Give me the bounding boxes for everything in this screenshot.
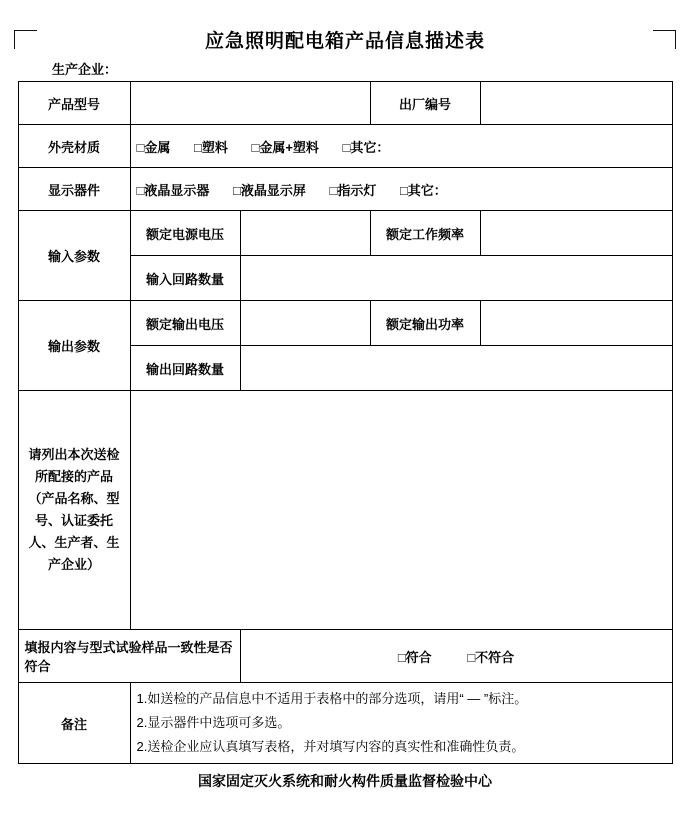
checkbox-shell-metal[interactable]: □金属 — [136, 139, 171, 155]
remarks-label: 备注 — [18, 683, 130, 764]
connected-products-value[interactable] — [130, 391, 672, 630]
table-row-output-voltage — [18, 301, 672, 346]
table-row-consistency — [18, 630, 672, 683]
remarks-content — [130, 683, 672, 764]
output-rated-voltage-value[interactable] — [240, 301, 370, 346]
checkbox-display-other[interactable]: □其它： — [399, 182, 447, 198]
output-rated-power-value[interactable] — [480, 301, 672, 346]
document-page — [0, 26, 690, 823]
output-loop-count-value[interactable] — [240, 346, 672, 391]
output-loop-count-label: 输出回路数量 — [130, 346, 240, 391]
checkbox-display-indicator-light[interactable]: □指示灯 — [329, 182, 377, 198]
crop-mark-top-left — [14, 30, 37, 49]
crop-mark-top-right — [653, 30, 676, 49]
consistency-options — [240, 630, 672, 683]
table-row-connected-products — [18, 391, 672, 630]
checkbox-shell-plastic[interactable]: □塑料 — [193, 139, 228, 155]
footer-organization: 国家固定灭火系统和耐火构件质量监督检验中心 — [198, 773, 492, 790]
table-row-model — [18, 82, 672, 125]
checkbox-consistency-yes[interactable]: □符合 — [397, 649, 432, 665]
serial-label: 出厂编号 — [370, 82, 480, 125]
serial-value[interactable] — [480, 82, 672, 125]
checkbox-consistency-no[interactable]: □不符合 — [467, 649, 515, 665]
table-row-input-voltage — [18, 211, 672, 256]
table-row-display-device — [18, 168, 672, 211]
model-label: 产品型号 — [18, 82, 130, 125]
input-loop-count-label: 输入回路数量 — [130, 256, 240, 301]
input-rated-voltage-label: 额定电源电压 — [130, 211, 240, 256]
consistency-label: 填报内容与型式试验样品一致性是否符合 — [18, 630, 240, 683]
connected-products-label: 请列出本次送检所配接的产品（产品名称、型号、认证委托人、生产者、生产企业） — [18, 391, 130, 630]
input-rated-freq-label: 额定工作频率 — [370, 211, 480, 256]
remarks-line-2: 2.显示器件中选项可多选。 — [136, 715, 291, 731]
shell-material-options — [130, 125, 672, 168]
display-device-options — [130, 168, 672, 211]
product-info-table — [18, 81, 673, 764]
producer-label: 生产企业： — [52, 62, 118, 77]
display-device-label: 显示器件 — [18, 168, 130, 211]
input-rated-voltage-value[interactable] — [240, 211, 370, 256]
input-loop-count-value[interactable] — [240, 256, 672, 301]
checkbox-display-lcd-monitor[interactable]: □液晶显示器 — [136, 182, 210, 198]
remarks-line-3: 2.送检企业应认真填写表格，并对填写内容的真实性和准确性负责。 — [136, 739, 525, 755]
table-row-remarks — [18, 683, 672, 764]
output-params-label: 输出参数 — [18, 301, 130, 391]
checkbox-shell-metal-plastic[interactable]: □金属+塑料 — [251, 139, 319, 155]
checkbox-display-lcd-screen[interactable]: □液晶显示屏 — [232, 182, 306, 198]
page-title: 应急照明配电箱产品信息描述表 — [204, 31, 485, 52]
checkbox-shell-other[interactable]: □其它： — [342, 139, 390, 155]
shell-material-label: 外壳材质 — [18, 125, 130, 168]
remarks-line-1: 1.如送检的产品信息中不适用于表格中的部分选项，请用“ — ”标注。 — [136, 691, 528, 706]
output-rated-power-label: 额定输出功率 — [370, 301, 480, 346]
input-params-label: 输入参数 — [18, 211, 130, 301]
model-value[interactable] — [130, 82, 370, 125]
output-rated-voltage-label: 额定输出电压 — [130, 301, 240, 346]
input-rated-freq-value[interactable] — [480, 211, 672, 256]
table-row-shell-material — [18, 125, 672, 168]
